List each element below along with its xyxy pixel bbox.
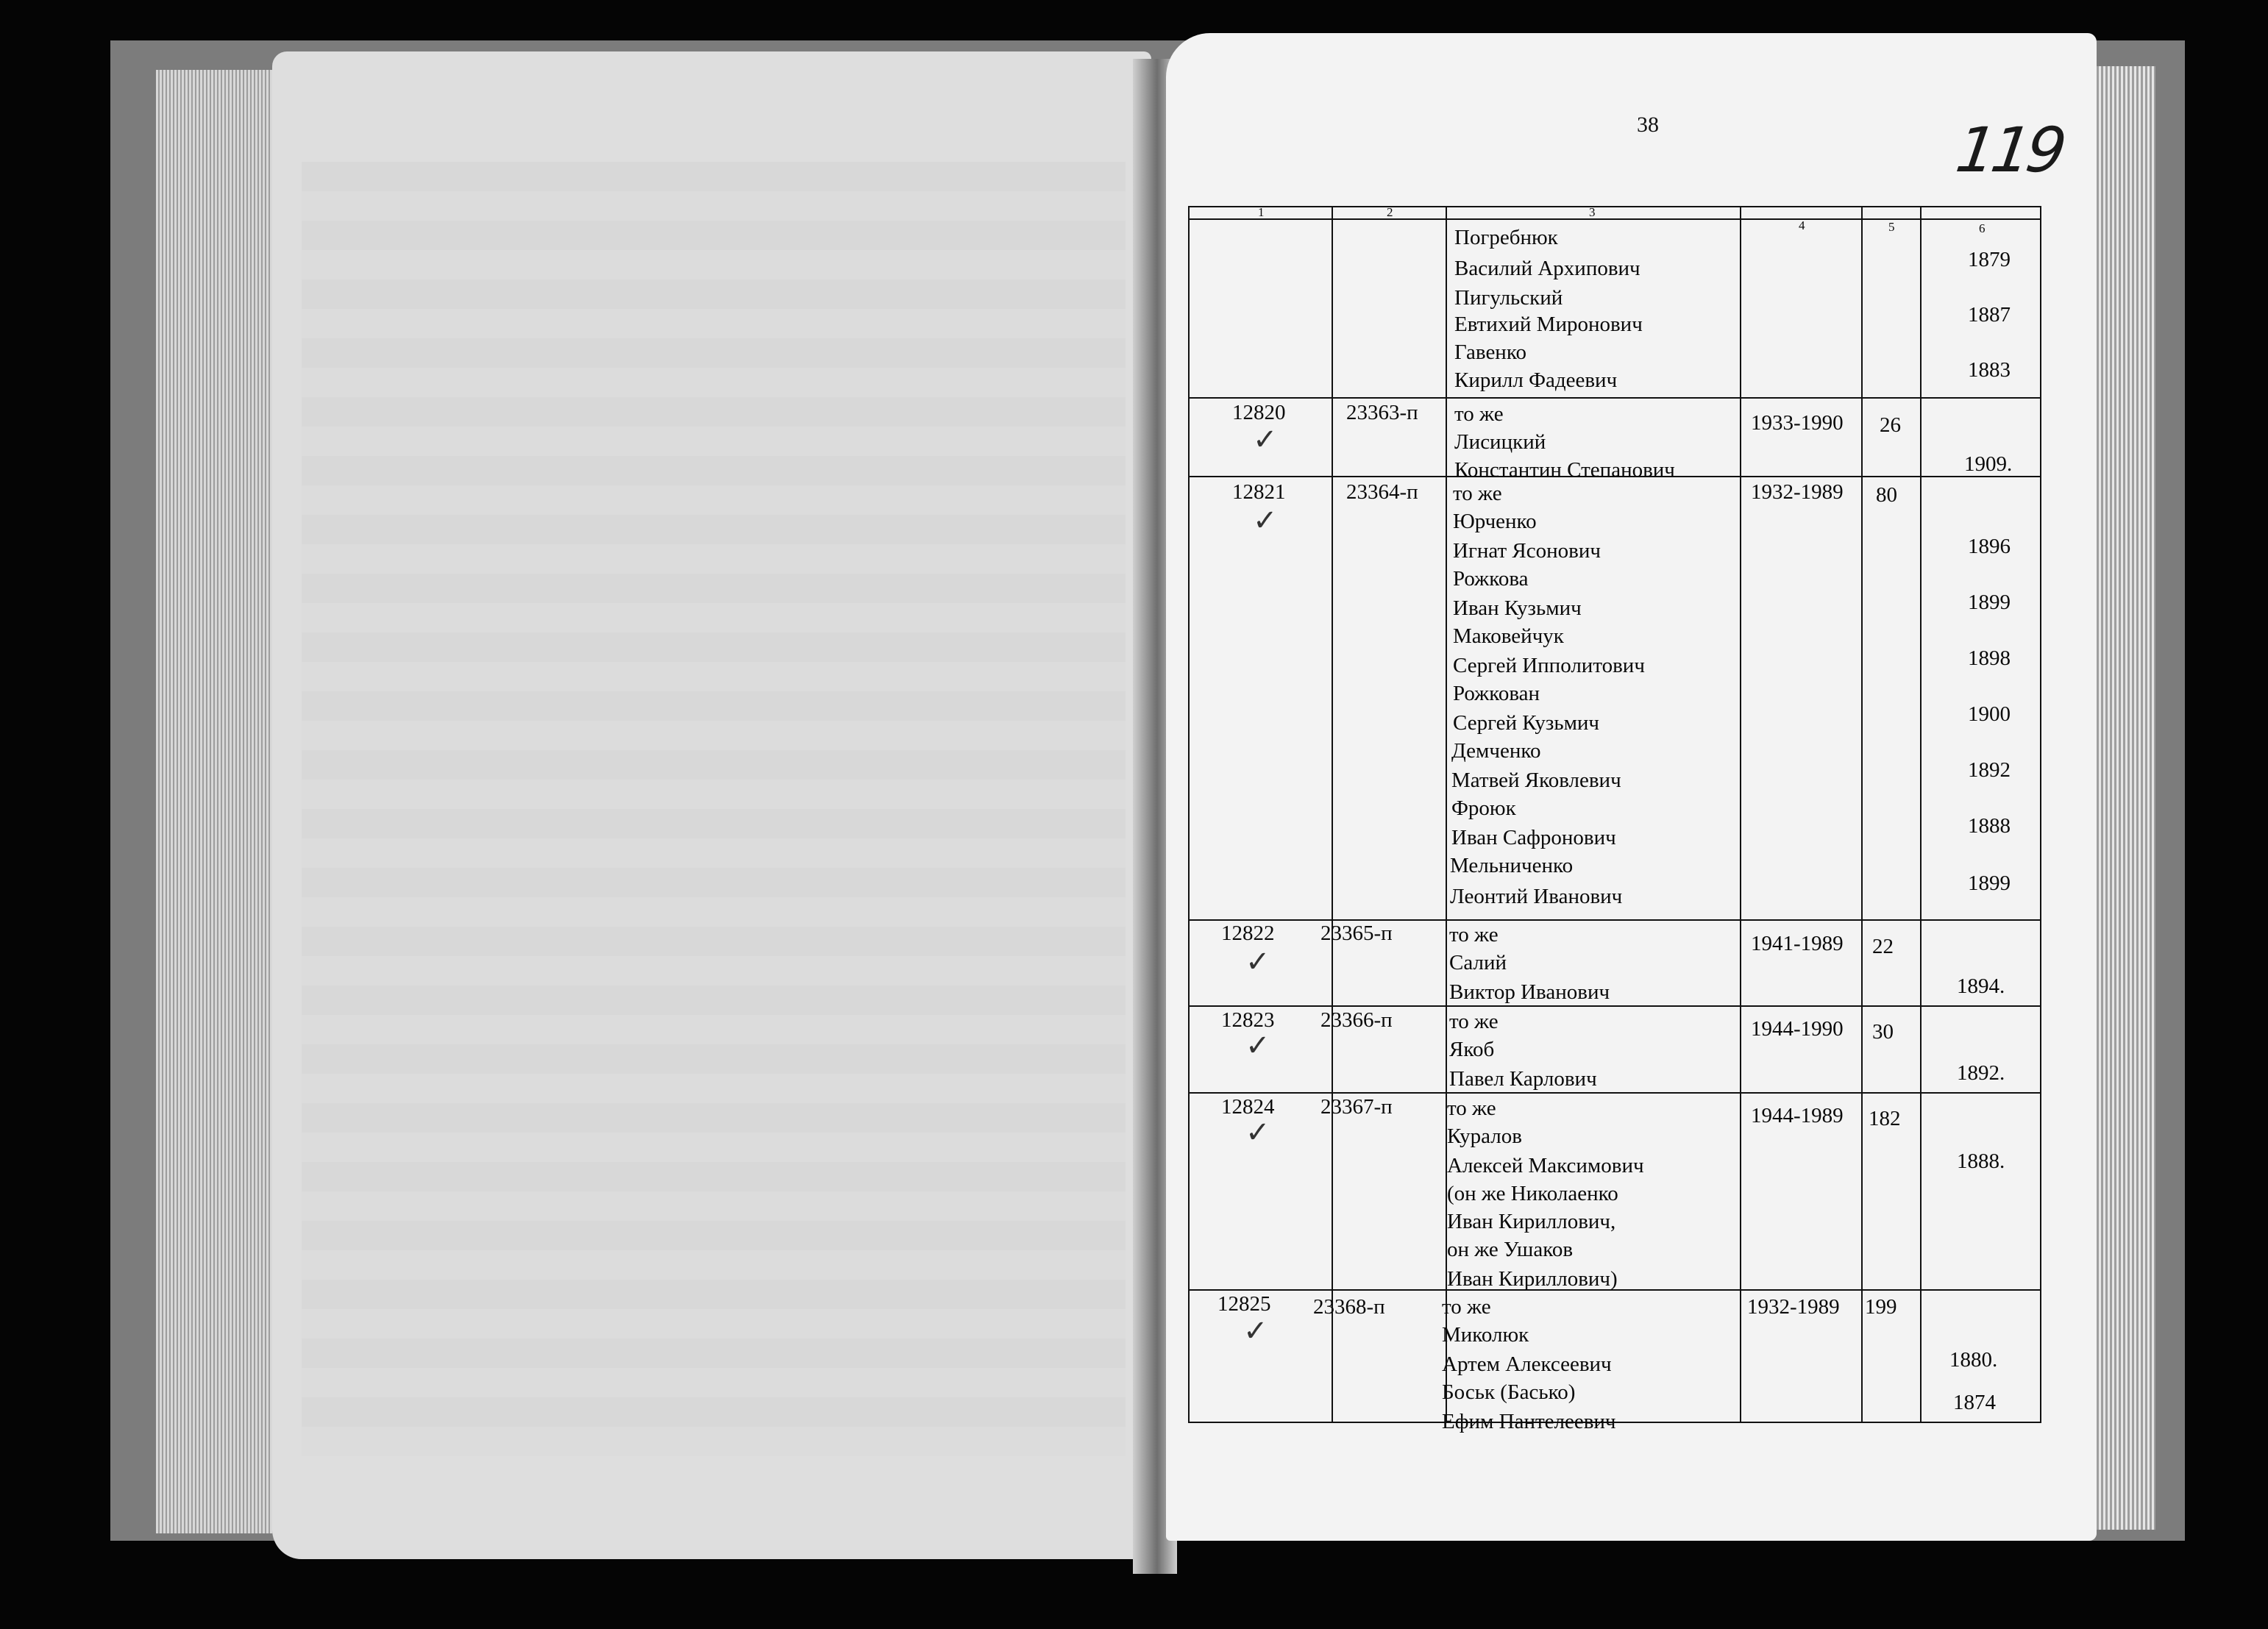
date-range: 1932-1989 xyxy=(1751,480,1844,504)
birth-year: 1892 xyxy=(1968,758,2011,782)
col-divider-5 xyxy=(1920,206,1922,1423)
date-range: 1932-1989 xyxy=(1747,1295,1840,1319)
person-name: Юрченко xyxy=(1453,510,1537,533)
person-name: Демченко xyxy=(1451,739,1541,763)
check-mark-icon: ✓ xyxy=(1245,1116,1270,1149)
person-name: Иван Кириллович, xyxy=(1447,1210,1616,1233)
birth-year: 1888 xyxy=(1968,814,2011,838)
person-name: (он же Николаенко xyxy=(1447,1182,1618,1205)
person-name: Якоб xyxy=(1449,1038,1495,1061)
col-divider-3 xyxy=(1740,206,1741,1423)
person-name: Иван Кузьмич xyxy=(1453,596,1582,620)
sheet-count: 30 xyxy=(1872,1020,1894,1044)
record-number: 12822 xyxy=(1221,922,1275,945)
person-name: Игнат Ясонович xyxy=(1453,539,1601,563)
archive-table xyxy=(1188,173,2041,1433)
person-name: Куралов xyxy=(1447,1124,1522,1148)
check-mark-icon: ✓ xyxy=(1243,1314,1268,1348)
left-page xyxy=(272,51,1151,1559)
row-divider xyxy=(1188,397,2041,399)
person-name: Боськ (Басько) xyxy=(1442,1380,1576,1404)
entry-line: то же xyxy=(1449,923,1499,947)
person-name: Маковейчук xyxy=(1453,624,1564,648)
archive-folio-number: 119 xyxy=(1952,114,2067,186)
entry-line: то же xyxy=(1454,402,1504,426)
person-name: Сергей Кузьмич xyxy=(1453,711,1600,735)
birth-year: 1892. xyxy=(1957,1061,2005,1085)
left-page-edges xyxy=(156,70,274,1533)
person-name: Миколюк xyxy=(1442,1323,1529,1347)
birth-year: 1900 xyxy=(1968,702,2011,726)
person-name: Евтихий Миронович xyxy=(1454,313,1643,336)
case-number: 23366-п xyxy=(1320,1008,1393,1032)
person-name: Василий Архипович xyxy=(1454,257,1640,280)
birth-year: 1880. xyxy=(1949,1348,1998,1372)
record-number: 12825 xyxy=(1217,1292,1271,1316)
person-name: Леонтий Иванович xyxy=(1450,885,1623,908)
sheet-count: 199 xyxy=(1865,1295,1897,1319)
birth-year: 1887 xyxy=(1968,303,2011,327)
table-border-right xyxy=(2040,206,2041,1423)
person-name: Пигульский xyxy=(1454,286,1563,310)
col-divider-1 xyxy=(1332,206,1333,1423)
header-col-6: 6 xyxy=(1979,221,1986,235)
birth-year: 1899 xyxy=(1968,871,2011,895)
check-mark-icon: ✓ xyxy=(1245,1029,1270,1063)
header-col-3: 3 xyxy=(1589,205,1596,219)
person-name: Иван Кириллович) xyxy=(1447,1267,1618,1291)
birth-year: 1888. xyxy=(1957,1149,2005,1173)
record-number: 12820 xyxy=(1232,401,1286,424)
right-page xyxy=(1166,33,2097,1541)
header-col-4: 4 xyxy=(1799,218,1805,232)
check-mark-icon: ✓ xyxy=(1253,504,1278,538)
person-name: Лисицкий xyxy=(1454,430,1546,454)
person-name: Артем Алексеевич xyxy=(1442,1352,1612,1376)
birth-year: 1874 xyxy=(1953,1391,1996,1414)
person-name: Сергей Ипполитович xyxy=(1453,654,1645,677)
person-name: Погребнюк xyxy=(1454,226,1558,249)
person-name: Матвей Яковлевич xyxy=(1451,769,1621,792)
date-range: 1933-1990 xyxy=(1751,411,1844,435)
birth-year: 1894. xyxy=(1957,974,2005,998)
record-number: 12823 xyxy=(1221,1008,1275,1032)
birth-year: 1879 xyxy=(1968,248,2011,271)
person-name: Алексей Максимович xyxy=(1447,1154,1644,1177)
check-mark-icon: ✓ xyxy=(1245,945,1270,979)
header-row-bottom xyxy=(1188,218,2041,220)
date-range: 1944-1989 xyxy=(1751,1104,1844,1127)
entry-line: то же xyxy=(1447,1097,1496,1120)
case-number: 23367-п xyxy=(1320,1095,1393,1119)
person-name: Кирилл Фадеевич xyxy=(1454,368,1618,392)
sheet-count: 182 xyxy=(1869,1107,1901,1130)
sheet-count: 26 xyxy=(1880,413,1901,437)
person-name: Иван Сафронович xyxy=(1451,826,1616,849)
col-divider-4 xyxy=(1861,206,1863,1423)
row-divider xyxy=(1188,919,2041,921)
person-name: Салий xyxy=(1449,951,1507,974)
person-name: Рожкова xyxy=(1453,567,1529,591)
record-number: 12824 xyxy=(1221,1095,1275,1119)
case-number: 23365-п xyxy=(1320,922,1393,945)
person-name: Мельниченко xyxy=(1450,854,1574,877)
table-border-left xyxy=(1188,206,1190,1423)
row-divider xyxy=(1188,1005,2041,1007)
birth-year: 1898 xyxy=(1968,646,2011,670)
sheet-count: 22 xyxy=(1872,935,1894,958)
date-range: 1944-1990 xyxy=(1751,1017,1844,1041)
person-name: Фроюк xyxy=(1451,796,1516,820)
person-name: Виктор Иванович xyxy=(1449,980,1610,1004)
entry-line: то же xyxy=(1453,482,1502,505)
entry-line: то же xyxy=(1449,1010,1499,1033)
person-name: Павел Карлович xyxy=(1449,1067,1597,1091)
check-mark-icon: ✓ xyxy=(1253,423,1278,457)
person-name: Рожкован xyxy=(1453,682,1540,705)
birth-year: 1909. xyxy=(1964,452,2013,476)
entry-line: то же xyxy=(1442,1295,1491,1319)
page-number: 38 xyxy=(1637,113,1659,137)
table-border-top xyxy=(1188,206,2041,207)
person-name: Гавенко xyxy=(1454,341,1526,364)
birth-year: 1896 xyxy=(1968,535,2011,558)
header-col-1: 1 xyxy=(1258,205,1265,219)
birth-year: 1899 xyxy=(1968,591,2011,614)
header-col-2: 2 xyxy=(1387,205,1393,219)
row-divider xyxy=(1188,1092,2041,1094)
person-name: Ефим Пантелеевич xyxy=(1442,1410,1616,1433)
person-name: Константин Степанович xyxy=(1454,458,1675,482)
birth-year: 1883 xyxy=(1968,358,2011,382)
header-col-5: 5 xyxy=(1888,220,1895,234)
case-number: 23363-п xyxy=(1346,401,1418,424)
case-number: 23368-п xyxy=(1313,1295,1385,1319)
sheet-count: 80 xyxy=(1876,483,1897,507)
case-number: 23364-п xyxy=(1346,480,1418,504)
record-number: 12821 xyxy=(1232,480,1286,504)
left-page-bleedthrough xyxy=(302,162,1126,1456)
person-name: он же Ушаков xyxy=(1447,1238,1574,1261)
date-range: 1941-1989 xyxy=(1751,932,1844,955)
